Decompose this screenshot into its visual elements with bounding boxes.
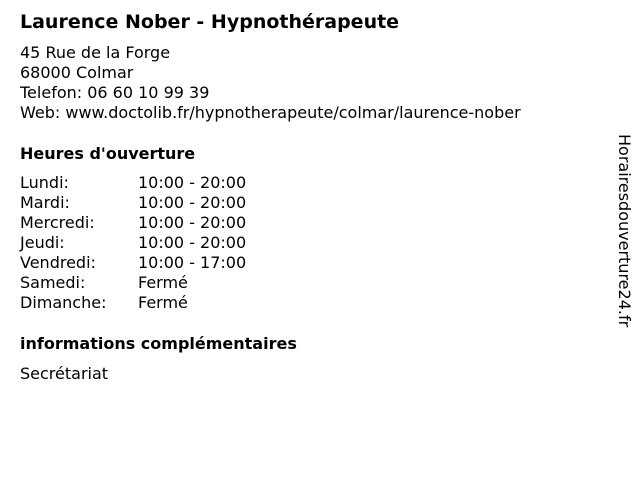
hours-row bbox=[20, 293, 300, 313]
hours-row bbox=[20, 213, 300, 233]
extra-info-text: Secrétariat bbox=[20, 364, 109, 383]
hours-row bbox=[20, 273, 300, 293]
day-label: Vendredi: bbox=[20, 253, 96, 272]
hours-row bbox=[20, 233, 300, 253]
hours-row bbox=[20, 173, 300, 193]
day-label: Samedi: bbox=[20, 273, 86, 292]
day-label: Lundi: bbox=[20, 173, 69, 192]
address-street: 45 Rue de la Forge bbox=[20, 43, 171, 62]
web-line: Web: www.doctolib.fr/hypnotherapeute/colmar/laurence-nober bbox=[20, 103, 521, 122]
day-hours: 10:00 - 20:00 bbox=[138, 233, 247, 252]
day-label: Mardi: bbox=[20, 193, 70, 212]
hours-row bbox=[20, 193, 300, 213]
page-title: Laurence Nober - Hypnothérapeute bbox=[20, 11, 400, 33]
hours-heading: Heures d'ouverture bbox=[20, 144, 196, 163]
day-hours: 10:00 - 20:00 bbox=[138, 173, 247, 192]
extra-info-heading: informations complémentaires bbox=[20, 334, 297, 353]
hours-table bbox=[20, 173, 300, 313]
phone-line: Telefon: 06 60 10 99 39 bbox=[20, 83, 210, 102]
day-hours: 10:00 - 20:00 bbox=[138, 213, 247, 232]
day-label: Jeudi: bbox=[20, 233, 65, 252]
day-label: Dimanche: bbox=[20, 293, 107, 312]
day-hours: 10:00 - 20:00 bbox=[138, 193, 247, 212]
address-city: 68000 Colmar bbox=[20, 63, 134, 82]
contact-block bbox=[20, 43, 521, 123]
day-hours: Fermé bbox=[138, 273, 188, 292]
day-hours: 10:00 - 17:00 bbox=[138, 253, 247, 272]
day-hours: Fermé bbox=[138, 293, 188, 312]
day-label: Mercredi: bbox=[20, 213, 95, 232]
site-watermark: Horairesdouverture24.fr bbox=[615, 134, 634, 328]
hours-row bbox=[20, 253, 300, 273]
